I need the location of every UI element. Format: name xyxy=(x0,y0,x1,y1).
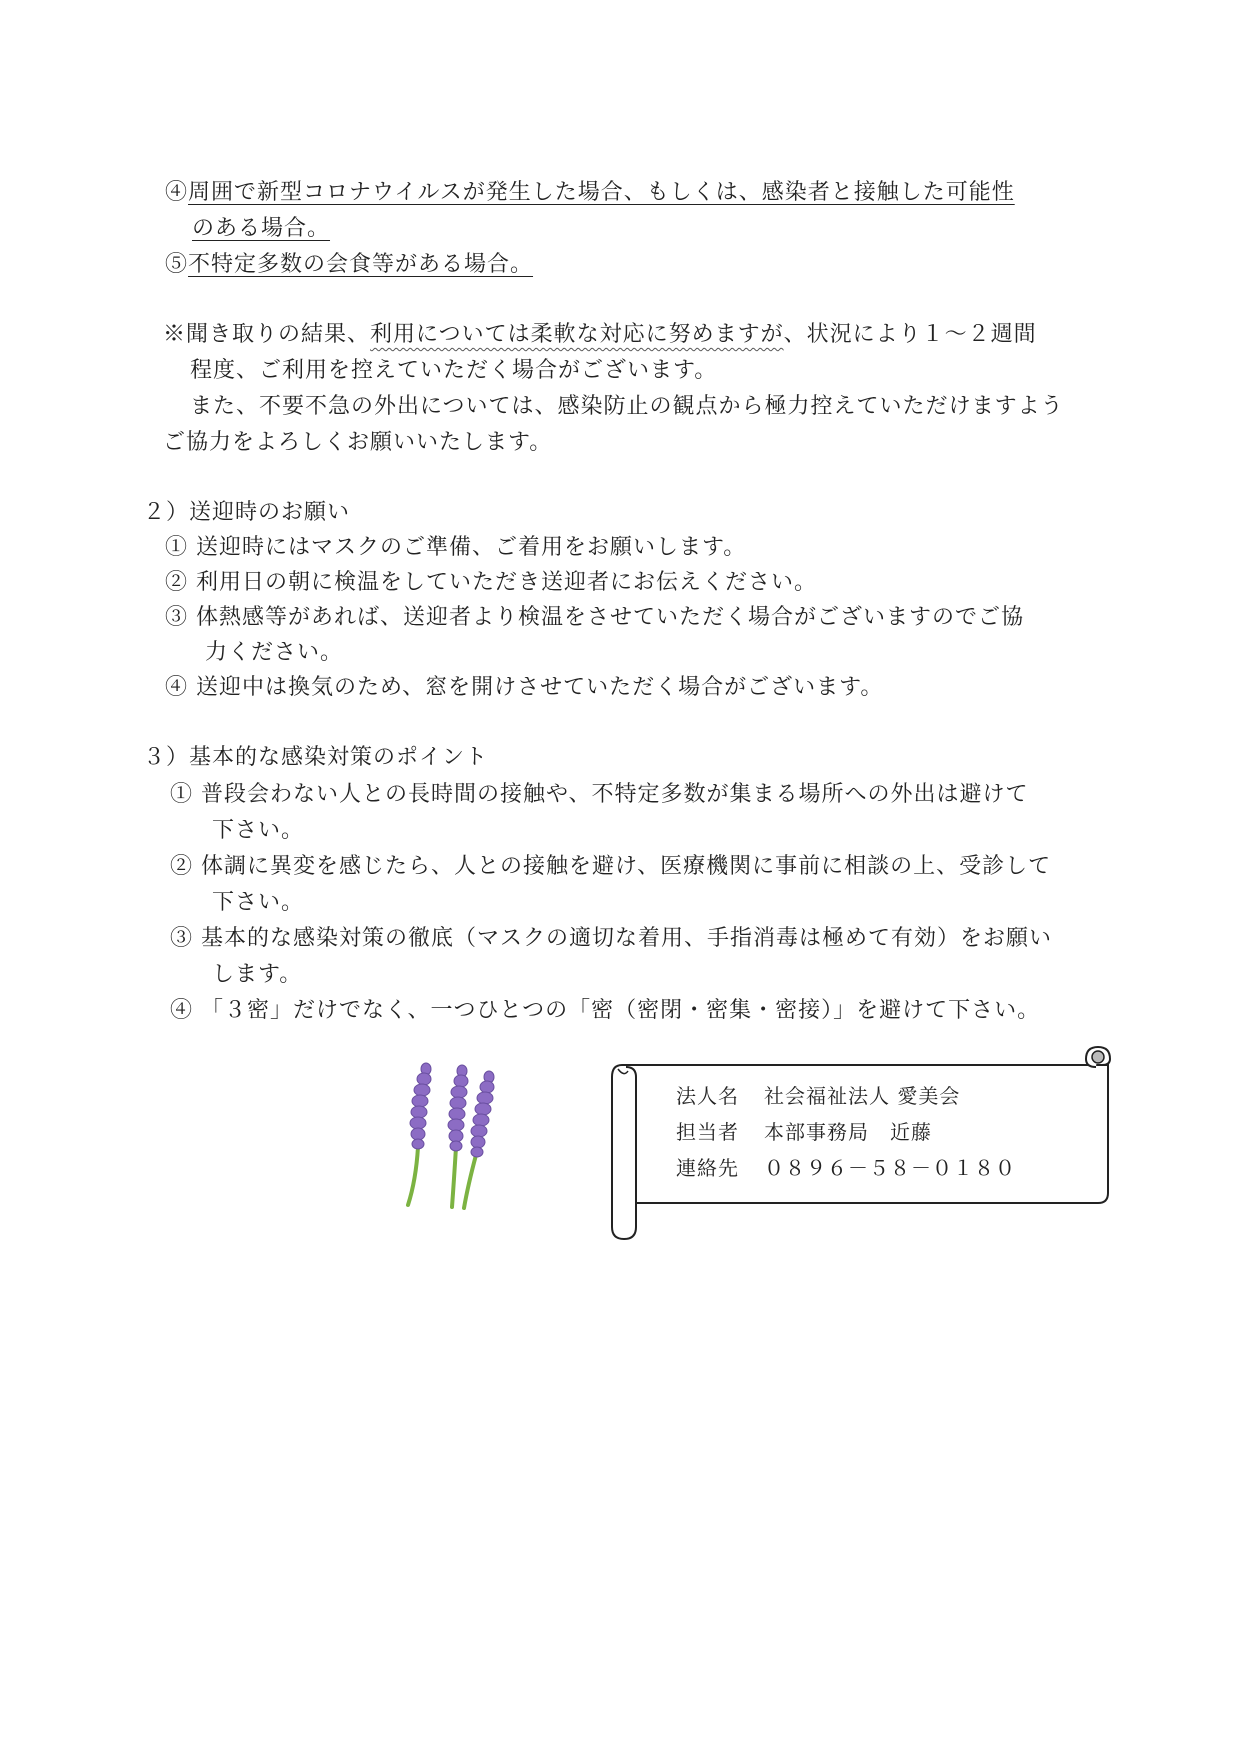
item4-line2 xyxy=(192,214,330,244)
section3-item: ④ 「３密」だけでなく、一つひとつの「密（密閉・密集・密接）」を避けて下さい。 xyxy=(170,998,1041,1023)
contact-label: 担当者 xyxy=(676,1120,739,1144)
note-rest: 、状況により１～２週間 xyxy=(783,322,1037,347)
contact-value: 本部事務局 近藤 xyxy=(764,1120,932,1144)
section3-item: ② 体調に異変を感じたら、人との接触を避け、医療機関に事前に相談の上、受診して xyxy=(170,854,1052,879)
section3-item: ③ 基本的な感染対策の徹底（マスクの適切な着用、手指消毒は極めて有効）をお願い xyxy=(170,926,1052,951)
item4-number: ④ xyxy=(165,180,189,205)
section3-item: ① 普段会わない人との長時間の接触や、不特定多数が集まる場所への外出は避けて xyxy=(170,782,1029,807)
note-line3: また、不要不急の外出については、感染防止の観点から極力控えていただけますよう xyxy=(190,394,1064,419)
item5-text: 不特定多数の会食等がある場合。 xyxy=(188,252,534,277)
section3-item-cont: 下さい。 xyxy=(212,890,305,915)
section3-heading: ３）基本的な感染対策のポイント xyxy=(143,745,489,770)
contact-row-phone xyxy=(676,1154,1016,1182)
section2-item: ② 利用日の朝に検温をしていただき送迎者にお伝えください。 xyxy=(165,570,817,595)
item4-text: 周囲で新型コロナウイルスが発生した場合、もしくは、感染者と接触した可能性 xyxy=(188,180,1015,205)
item5-line xyxy=(165,250,533,280)
contact-row-corp xyxy=(676,1082,960,1110)
note-line1 xyxy=(163,320,1037,350)
item4-line1 xyxy=(165,178,1015,208)
section3-item-cont: します。 xyxy=(212,962,303,987)
item5-number: ⑤ xyxy=(165,252,189,277)
contact-label: 法人名 xyxy=(676,1084,739,1108)
contact-label: 連絡先 xyxy=(676,1156,739,1180)
section2-heading: ２）送迎時のお願い xyxy=(143,500,351,525)
note-line2: 程度、ご利用を控えていただく場合がございます。 xyxy=(190,358,718,383)
section3-item-cont: 下さい。 xyxy=(212,818,305,843)
contact-value: 社会福祉法人 愛美会 xyxy=(764,1084,961,1108)
note-line4: ご協力をよろしくお願いいたします。 xyxy=(163,430,553,455)
lavender-illustration xyxy=(396,1055,516,1215)
contact-phone: ０８９６－５８－０１８０ xyxy=(764,1156,1016,1180)
contact-row-person xyxy=(676,1118,932,1146)
section2-item: ③ 体熱感等があれば、送迎者より検温をさせていただく場合がございますのでご協 xyxy=(165,605,1024,630)
section2-item: ① 送迎時にはマスクのご準備、ご着用をお願いします。 xyxy=(165,535,747,560)
note-mark: ※聞き取りの結果、 xyxy=(163,322,371,347)
note-wavy-text: 利用については柔軟な対応に努めますが xyxy=(370,322,784,347)
section2-item: ④ 送迎中は換気のため、窓を開けさせていただく場合がございます。 xyxy=(165,675,884,700)
section2-item-cont: 力ください。 xyxy=(205,640,344,665)
item4-text-cont: のある場合。 xyxy=(192,216,331,241)
